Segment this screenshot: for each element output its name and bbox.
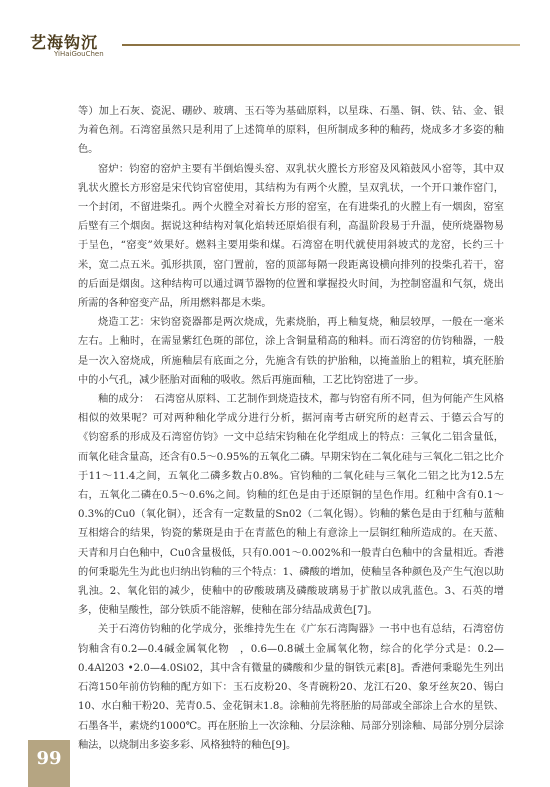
section-logo: [30, 30, 122, 60]
page-header: [0, 0, 550, 68]
paragraph-shiwan-glaze: 关于石湾仿钧釉的化学成分，张维持先生在《广东石湾陶器》一书中也有总结，石湾窑仿钧釉含有0.2—0.4碱金属氧化物 ，0.6—0.8碱土金属氧化物，综合的化学分式是：0.2—0.4Al203 •2.0—4.0Si02，其中含有微量的磷酸和少量的铜铁元素[8]。香港何秉聪先生列出石湾150年前仿钧釉的配方如下：玉石皮粉20、冬青碗粉20、龙江石20、象牙丝灰20、锡白10、水白釉干粉20、芜青0.5、金花铜末1.8。涂釉前先将胚胎的局部或全部涂上合水的星铁、石墨各半，素烧约1000℃。再在胚胎上一次涂釉、分层涂釉、局部分别涂釉、局部分别分层涂釉法，以烧制出多姿多彩、风格独特的釉色[9]。: [78, 624, 504, 751]
paragraph-glaze-composition: 釉的成分： 石湾窑从原料、工艺制作到烧造技术，都与钧窑有所不同，但为何能产生风格相似的效果呢？可对两种釉化学成分进行分析，据河南考古研究所的赵青云、于德云合写的《钧窑系的形成及石湾窑仿钧》一文中总结宋钧釉在化学组成上的特点：三氧化二铝含量低，而氧化硅含量高，还含有0.5～0.95%的五氧化二磷。早期宋钧在二氧化硅与三氧化二铝之比介于11～11.4之间，五氧化二磷多数占0.8%。官钧釉的二氧化硅与三氧化二铝之比为12.5左右，五氧化二磷在0.5～0.6%之间。钧釉的红色是由于还原铜的呈色作用。红釉中含有0.1～0.3%的Cu0（氧化铜），还含有一定数量的Sn02（二氧化锡）。钧釉的紫色是由于红釉与蓝釉互相熔合的结果，钧瓷的紫斑是由于在青蓝色的釉上有意涂上一层铜红釉所造成的。在天蓝、天青和月白色釉中，Cu0含量极低，只有0.001～0.002%和一般青白色釉中的含量相近。香港的何秉聪先生为此也归纳出钧釉的三个特点：1、磷酸的增加，使釉呈各种颜色及产生气泡以助乳浊。2、氧化铝的减少，使釉中的矽酸玻璃及磷酸玻璃易于扩散以成乳蓝色。3、石英的增多，使釉呈酸性，部分铁质不能溶解，使釉在部分结晶成黄色[7]。: [78, 394, 504, 617]
paragraph-firing-process: 烧造工艺：宋钧窑瓷器都是两次烧成，先素烧胎，再上釉复烧，釉层较厚，一般在一毫米左右。上釉时，在需显紫红色斑的部位，涂上含铜量稍高的釉料。而石湾窑的仿钧釉器，一般是一次入窑烧成，所施釉层有底面之分，先施含有铁的护胎釉，以掩盖胎上的粗粒，填充胚胎中的小气孔，减少胚胎对面釉的吸收。然后再施面釉，工艺比钧窑进了一步。: [78, 317, 504, 386]
header-rule: [122, 44, 520, 46]
page-number: 99: [36, 748, 62, 769]
article-body: [78, 102, 504, 755]
paragraph-kiln: 窑炉：钧窑的窑炉主要有半倒焰馒头窑、双乳状火膛长方形窑及风箱鼓风小窑等，其中双乳状火膛长方形窑是宋代钧官窑使用，其结构为有两个火膛，呈双乳状，一个开口兼作窑门，一个封闭，不留进柴孔。两个火膛全对着长方形的窑室，在有进柴孔的火膛上有一烟囱，窑室后壁有三个烟囱。据说这种结构对氧化焰转还原焰很有利，高温阶段易于升温，使所烧器物易于呈色，“窑变”效果好。燃料主要用柴和煤。石湾窑在明代就使用斜坡式的龙窑，长约三十米，宽二点五米。弧形拱顶，窑门置前，窑的顶部每隔一段距离设横向排列的投柴孔若干，窑的后面是烟囱。这种结构可以通过调节器物的位置和掌握投火时间，为控制窑温和气氛，烧出所需的各种窑变产品，所用燃料都是木柴。: [78, 163, 504, 310]
logo-subtitle: YiHaiGouChen: [54, 50, 104, 58]
logo-title: 艺海钩沉: [30, 33, 99, 52]
paragraph-continuation: 等）加上石灰、瓷泥、硼砂、玻璃、玉石等为基础原料，以星珠、石墨、铜、铁、钴、金、银为着色剂。石湾窑虽然只是利用了上述简单的原料，但所制成多种的釉药，烧成多才多姿的釉色。: [78, 106, 504, 156]
